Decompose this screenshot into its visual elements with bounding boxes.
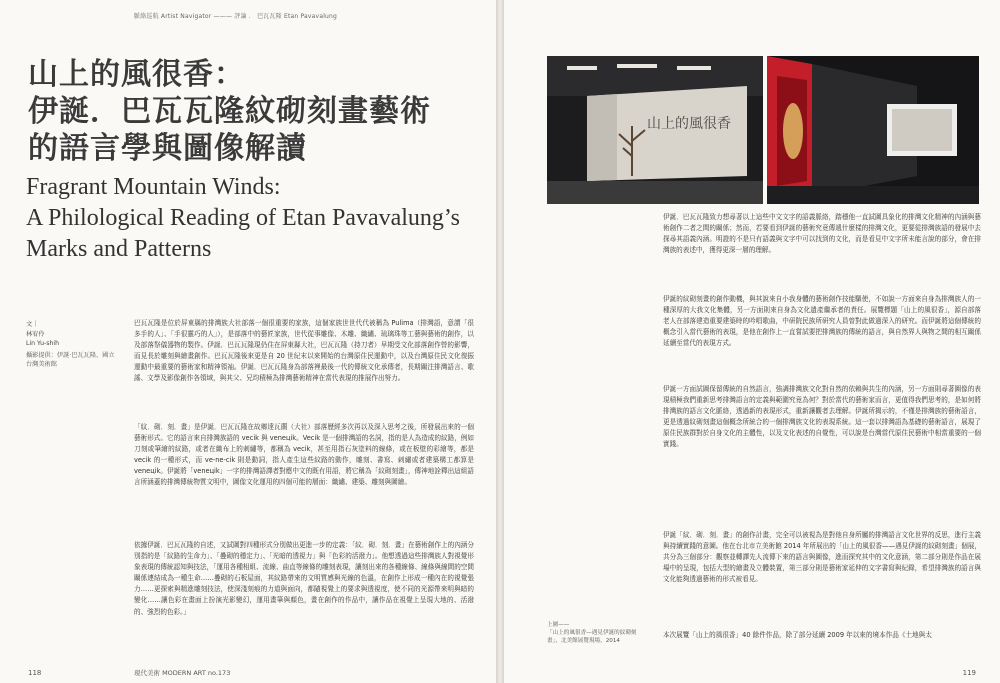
paragraph-text: 伊誕「紋．砌．刻．畫」的創作計畫，完全可以被視為是對他自身所屬的排灣語言文化世界的反思，進行主義與持續實踐的意圖。他在台北市立美術館 2014 年所展出的「山上的風很香——遇見伊誕的紋砌刻畫」個展，共分為三個部分：觀察並轉譯先人流傳下來的語言與圖像，進而探究其中的文化意涵，第二部分則是作品在展場中的呈現，包括大型的繪畫及立體裝置，第三部分則是藝術家延伸的文字書寫與紀錄，希望排灣族的語言與文化能夠透過藝術的形式被看見。 <box>663 531 981 584</box>
paragraph-text: 依據伊誕．巴瓦瓦隆的自述，又試圖對四種形式分別做出更進一步的定義：「紋．砌．刻．畫」在藝術創作上的內涵分別指的是「紋路的生命力」、「疊砌的穩定力」、「光暗的透視力」與「色彩的活潑力」。他想透過這些排灣族人對視覺形象表現的傳統認知與技法，「運用各種相組、流線、曲直等線條的雕刻表現，讓刻出來的各種線條、線條與線間的空間關係連結成為一種生命……疊砌的石板屋面，其紋路帶來的文明質感與光線的色溫，在創作上形成一種內在的視覺張力……更探索與精進雕刻技法，使深淺刻痕的力道與面向，都隨視覺上的要求與透視度，使不同的光源帶來明與暗的變化……讓色彩在畫面上扮演光影變幻，運用畫筆與顏色，畫在創作的作品中，讓作品在視覺上呈現大地的、活潑的、強烈的色彩。」 <box>134 541 474 616</box>
right-paragraph-1 <box>663 212 981 256</box>
svg-text:山上的風很香: 山上的風很香 <box>647 116 731 132</box>
right-paragraph-4 <box>663 530 981 585</box>
author-name-zh: 林宥伶 <box>26 330 45 338</box>
title-en-line-3: Marks and Patterns <box>26 236 212 262</box>
paragraph-text: 巴瓦瓦隆是位於屏東縣的排灣族大社部落一個很重要的家族，這個家族世世代代被稱為 Pulima（排灣語，意謂「很多手的人」、「手很靈巧的人」），是部落中的藝匠家族，世代從事雕像、木雕、織繡、琉璃珠等工藝與藝術的創作，以及部落祭儀器物的製作。伊誕．巴瓦瓦隆現仍住在屏東縣大社，巴瓦瓦隆（持刀者）早期受文化部落創作營的影響，而見長於雕刻與繪畫創作。巴瓦瓦隆後來更是自 20 世紀末以來開始的台灣原住民運動中，以及台灣原住民文化復振運動中最重要的藝術家和精神領袖。伊誕．巴瓦瓦隆身為部落裡最後一代的傳統文化承傳者，長期關注排灣語言、歌謠、文學及影像創作各領域，與其父、兄均積極為排灣藝術精神在當代表現的推展作出努力。 <box>134 319 474 383</box>
caption-label: 上圖—— <box>547 622 570 628</box>
photo-caption <box>547 621 637 645</box>
title-zh-line-1: 山上的風很香： <box>28 57 245 92</box>
photo-credit: 攝影提供：伊誕‧巴瓦瓦隆、國立台灣美術館 <box>26 351 115 368</box>
page-number-right: 119 <box>962 669 976 677</box>
author-label: 文｜ <box>26 321 39 328</box>
title-en-line-1: Fragrant Mountain Winds: <box>26 174 281 200</box>
running-head: 脈絡巡航 Artist Navigator ——— 評論 ． 巴瓦瓦隆 Etan Pavavalung <box>134 13 338 20</box>
left-page <box>0 0 496 683</box>
author-block <box>26 320 116 370</box>
right-page <box>504 0 1000 683</box>
title-en-line-2: A Philological Reading of Etan Pavavalung’s <box>26 205 460 231</box>
page-number-left: 118 <box>28 669 42 677</box>
spine-gutter <box>496 0 504 683</box>
right-paragraph-2 <box>663 294 981 349</box>
body-paragraph-3 <box>134 540 474 618</box>
right-paragraph-3 <box>663 384 981 451</box>
paragraph-text: 伊誕．巴瓦瓦隆致力想尋著以上這些中文文字的語義脈絡，踏穩他一直試圖具象化的排灣文化精神的內涵與藝術創作二者之間的關係；然而，若要看到伊誕的藝術究竟傳遞什麼樣的排灣文化，更要從排灣族語的發展中去探尋其語義內涵。明證的不是只有語義與文字中可以找到的文化，而是看見中文字所未能言說的部分，會在排灣族的表述中，獲得更深一層的理解。 <box>663 213 981 255</box>
body-paragraph-2 <box>134 422 474 489</box>
right-paragraph-5 <box>663 630 981 641</box>
exhibition-red-painting-photo <box>767 56 979 204</box>
paragraph-text: 本次展覽「山上的風很香」40 餘件作品，除了部分延續 2009 年以來的境本作品《土地與太 <box>663 631 932 639</box>
title-en <box>26 172 496 265</box>
author-name-en: Lin Yu-shih <box>26 340 60 347</box>
paragraph-text: 伊誕一方面試圖保留傳統的自然語言，強調排灣族文化對自然的依賴與共生的內涵，另一方面則尋著圖像的表現積極我們重新思考排灣語言的定義與範圍究竟為何？對於當代的藝術家而言，更值得我們思考的，是如何將排灣族的語言文化脈絡，透過新的表現形式，重新讓觀者去理解。伊誕所揭示的，不僅是排灣族的藝術語言，更是透過紋砌刻畫這個概念所統合的一個排灣族文化的表現系統。這一套以排灣語為基礎的藝術語言，展現了原住民族群對於自身文化的主體性，以及文化表述的自覺性，可以說是台灣當代原住民藝術中相當重要的一個實踐。 <box>663 385 981 449</box>
paragraph-text: 伊誕的紋砌刻畫的創作動機，與其說來自小我身體的藝術創作技能驅使，不如說一方面來自身為排灣族人的一種深厚的大我文化集體，另一方面則來自身為文化遺產繼承者的責任。展覽標題「山上的風很香」，源自部落老人在部落建造重要建築時的吟唱歌曲，中研院民族所研究人員曾對此做過深入的研究。而伊誕將這個傳統的概念引入當代藝術的表現，是他在創作上一直嘗試要把排灣族的傳統的語言，與自然界人與物之間的相互關係延續至當代的表現方式。 <box>663 295 981 348</box>
exhibition-entrance-photo <box>547 56 763 204</box>
title-zh <box>28 56 468 167</box>
magazine-footer: 現代美術 MODERN ART no.173 <box>134 669 231 677</box>
paragraph-text: 「紋．砌．刻．畫」是伊誕．巴瓦瓦隆在故鄉達瓦蘭（大社）部落歷經多次再以及深入思考之後，所發展出來的一個藝術形式。它的語言來自排灣族語的 vecik 與 veneцik。Vecik 是一個排灣語的名詞，指的是人為造成的紋路，例如刀刻或筆繪的紋路，或者在織布上的刺繡等，都稱為 vecik，甚至用指石灰塗料的線條，或在板壁的彩繪等，都是 vecik 的一種形式，而 ve-ne-cik 則是動詞，指人產生這些紋路的動作，雕刻、書寫、刺繡或者建築構工都算是 veneцik。伊誕將「veneцik」一字的排灣語譯者對應中文的既有用語，將它稱為「紋砌刻畫」，傳神地詮釋出這組語言所涵蓋的排灣傳統物質文明中，圖像文化運用的四個可能的層面：織繡、建築、雕刻與圖繪。 <box>134 423 474 487</box>
title-zh-line-3: 的語言學與圖像解讀 <box>28 131 307 166</box>
caption-text: 「山上的風很香—遇見伊誕的紋砌刻畫」，北美館展覽現場，2014 <box>547 630 637 644</box>
body-paragraph-1 <box>134 318 474 385</box>
title-zh-line-2: 伊誕．巴瓦瓦隆紋砌刻畫藝術 <box>28 94 431 129</box>
